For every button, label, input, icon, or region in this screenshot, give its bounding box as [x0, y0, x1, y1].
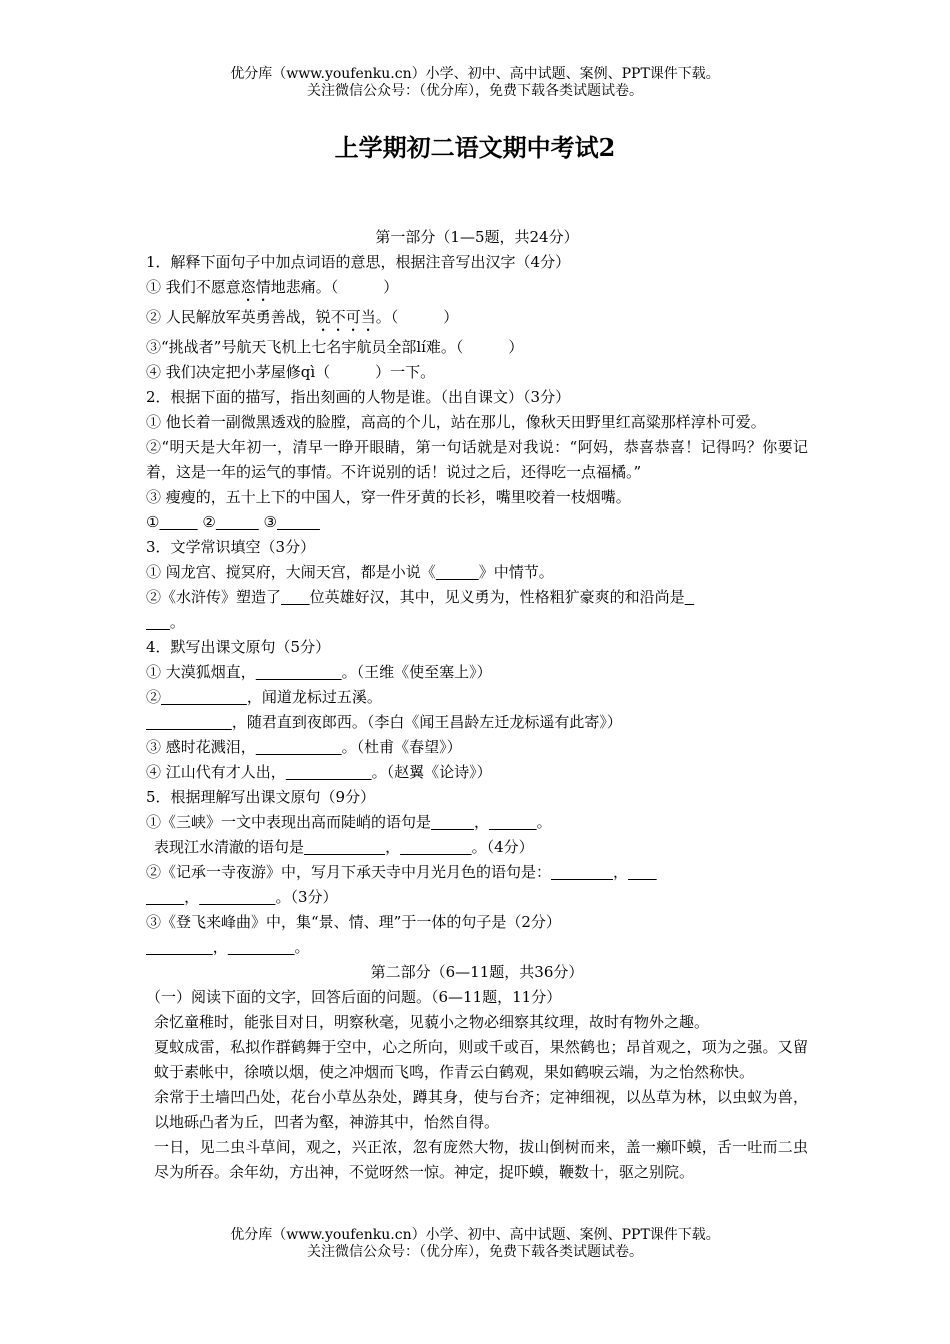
part1-heading: 第一部分（1—5题，共24分） [375, 228, 579, 246]
answer-blank [256, 663, 342, 681]
q2-item-c: ③ 瘦瘦的，五十上下的中国人，穿一件牙黄的长衫，嘴里咬着一枝烟嘴。 [146, 488, 631, 506]
dotted-word: 锐不可当 [315, 308, 376, 326]
answer-blank [489, 813, 537, 831]
q5-stem: 5．根据理解写出课文原句（9分） [146, 788, 376, 806]
q4-item-c: ，随君直到夜郎西。（李白《闻王昌龄左迁龙标遥有此寄》） [146, 710, 808, 735]
page-footer [0, 1227, 950, 1261]
answer-blank [146, 613, 170, 631]
q1-stem: 1．解释下面句子中加点词语的意思，根据注音写出汉字（4分） [146, 253, 571, 271]
q4-item-a: ① 大漠狐烟直， 。（王维《使至塞上》） [146, 663, 492, 681]
dotted-word: 恣情 [240, 278, 271, 296]
q2-item-b: ②“明天是大年初一，清早一睁开眼睛，第一句话就是对我说：“阿妈，恭喜恭喜！记得吗？你要记着，这是一年的运气的事情。不许说别的话！说过之后，还得吃一点福橘。” [146, 438, 808, 481]
q5-item-b: 表现江水清澈的语句是 ， 。（4分） [154, 838, 534, 856]
footer-line-1: 优分库（www.youfenku.cn）小学、初中、高中试题、案例、PPT课件下载。 [230, 1227, 720, 1243]
answer-blank [256, 738, 342, 756]
answer-blank [431, 813, 474, 831]
reading-intro: （一）阅读下面的文字，回答后面的问题。（6—11题，11分） [146, 988, 562, 1006]
q1-item-a: ① 我们不愿意恣情地悲痛。（ ） [146, 278, 399, 296]
page-header [0, 66, 950, 100]
answer-blank [199, 888, 275, 906]
answer-blank [161, 688, 247, 706]
answer-blank [628, 863, 657, 881]
footer-line-2: 关注微信公众号：（优分库），免费下载各类试题试卷。 [307, 1244, 643, 1260]
reading-paragraph-1: 余忆童稚时，能张目对日，明察秋毫，见藐小之物必细察其纹理，故时有物外之趣。 [154, 1013, 710, 1031]
answer-blank [146, 888, 184, 906]
q5-item-e: ③《登飞来峰曲》中，集“景、情、理”于一体的句子是（2分） [146, 913, 561, 931]
answer-blank [159, 513, 197, 531]
answer-blank [281, 588, 310, 606]
page-title: 上学期初二语文期中考试2 [334, 133, 616, 162]
q4-item-d: ③ 感时花溅泪， 。（杜甫《春望》） [146, 738, 462, 756]
answer-blank [146, 713, 232, 731]
answer-blank [286, 763, 372, 781]
reading-paragraph-2: 夏蚊成雷，私拟作群鹤舞于空中，心之所向，则或千或百，果然鹤也；昂首观之，项为之强。又留蚊于素帐中，徐喷以烟，使之冲烟而飞鸣，作青云白鹤观，果如鹤唳云端，为之怡然称快。 [154, 1038, 808, 1081]
header-line-2: 关注微信公众号：（优分库），免费下载各类试题试卷。 [307, 83, 643, 99]
reading-paragraph-3: 余常于土墙凹凸处，花台小草丛杂处，蹲其身，使与台齐；定神细视，以丛草为林，以虫蚁为兽，以地砾凸者为丘，凹者为壑，神游其中，怡然自得。 [154, 1088, 808, 1131]
q1-item-c: ③“挑战者”号航天飞机上七名宇航员全部lí难。（ ） [146, 338, 524, 356]
answer-blank [228, 938, 295, 956]
q2-answers: ① ② ③ [146, 510, 808, 535]
q4-item-b: ② ，闻道龙标过五溪。 [146, 688, 382, 706]
part2-heading: 第二部分（6—11题，共36分） [370, 963, 584, 981]
q5-item-a: ①《三峡》一文中表现出高而陡峭的语句是 ， 。 [146, 813, 552, 831]
q5-item-f: ， 。 [146, 935, 808, 960]
q4-item-e: ④ 江山代有才人出， 。（赵翼《论诗》） [146, 763, 492, 781]
q3-item-b-end: 。 [146, 610, 808, 635]
header-line-1: 优分库（www.youfenku.cn）小学、初中、高中试题、案例、PPT课件下载。 [230, 66, 720, 82]
reading-paragraph-4: 一日，见二虫斗草间，观之，兴正浓，忽有庞然大物，拔山倒树而来，盖一癞吓蟆，舌一吐而二虫尽为所吞。余年幼，方出神，不觉呀然一惊。神定，捉吓蟆，鞭数十，驱之别院。 [154, 1138, 808, 1181]
answer-blank [551, 863, 613, 881]
q3-stem: 3．文学常识填空（3分） [146, 538, 316, 556]
answer-blank [304, 838, 385, 856]
answer-blank [400, 838, 472, 856]
answer-blank [277, 513, 320, 531]
q5-item-d: ， 。（3分） [146, 885, 808, 910]
answer-blank [685, 588, 695, 606]
answer-blank [436, 563, 479, 581]
q2-item-a: ① 他长着一副微黑透戏的脸膛，高高的个儿，站在那儿，像秋天田野里红高粱那样淳朴可爱。 [146, 413, 766, 431]
answer-blank [146, 938, 213, 956]
q1-item-b: ② 人民解放军英勇善战，锐不可当。（ ） [146, 308, 459, 326]
answer-blank [216, 513, 259, 531]
q2-stem: 2．根据下面的描写，指出刻画的人物是谁。（出自课文）（3分） [146, 388, 571, 406]
exam-content [146, 225, 808, 1185]
q5-item-c: ②《记承一寺夜游》中，写月下承天寺中月光月色的语句是： ， [146, 860, 808, 885]
q3-item-b: ②《水浒传》塑造了 位英雄好汉，其中，见义勇为，性格粗犷豪爽的和沿尚是 [146, 585, 808, 610]
q4-stem: 4．默写出课文原句（5分） [146, 638, 331, 656]
q1-item-d: ④ 我们决定把小茅屋修qì（ ）一下。 [146, 363, 436, 381]
q3-item-a: ① 闯龙宫、搅冥府，大闹天宫，都是小说《 》中情节。 [146, 563, 554, 581]
